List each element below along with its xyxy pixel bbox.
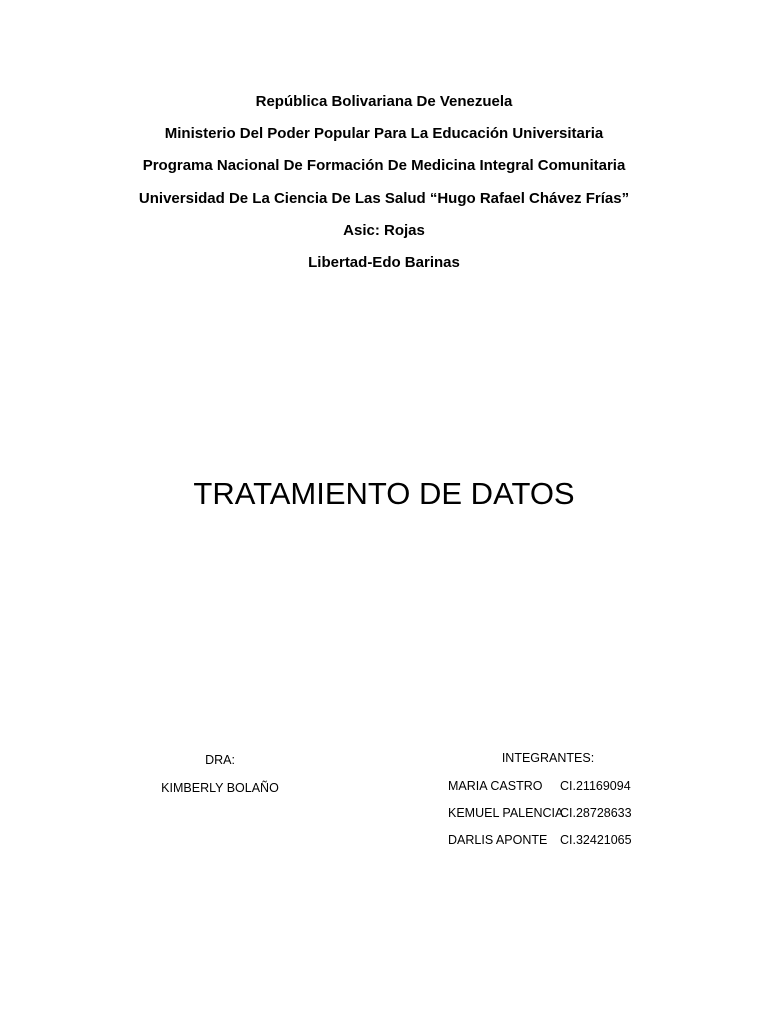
member-id: CI.32421065	[560, 833, 632, 847]
advisor-block	[150, 750, 290, 798]
document-title: TRATAMIENTO DE DATOS	[193, 476, 575, 511]
member-row	[448, 830, 648, 857]
header-line-asic: Asic: Rojas	[343, 221, 425, 239]
advisor-label: DRA:	[205, 753, 235, 767]
members-list	[448, 776, 648, 857]
member-id: CI.28728633	[560, 806, 632, 820]
advisor-name: KIMBERLY BOLAÑO	[161, 781, 279, 795]
member-row	[448, 776, 648, 803]
members-label: INTEGRANTES:	[501, 751, 595, 765]
institution-header	[0, 86, 768, 279]
member-name: KEMUEL PALENCIA	[448, 806, 564, 820]
header-line-ministry: Ministerio Del Poder Popular Para La Educación Universitaria	[164, 125, 604, 143]
member-id: CI.21169094	[560, 779, 631, 793]
members-block	[448, 748, 648, 857]
header-line-location: Libertad-Edo Barinas	[308, 253, 460, 271]
member-row	[448, 803, 648, 830]
header-line-country: República Bolivariana De Venezuela	[255, 93, 513, 110]
member-name: DARLIS APONTE	[448, 833, 548, 847]
header-line-program: Programa Nacional De Formación De Medicina Integral Comunitaria	[142, 157, 626, 175]
header-line-university: Universidad De La Ciencia De Las Salud “Hugo Rafael Chávez Frías”	[138, 189, 630, 207]
member-name: MARIA CASTRO	[448, 779, 543, 793]
